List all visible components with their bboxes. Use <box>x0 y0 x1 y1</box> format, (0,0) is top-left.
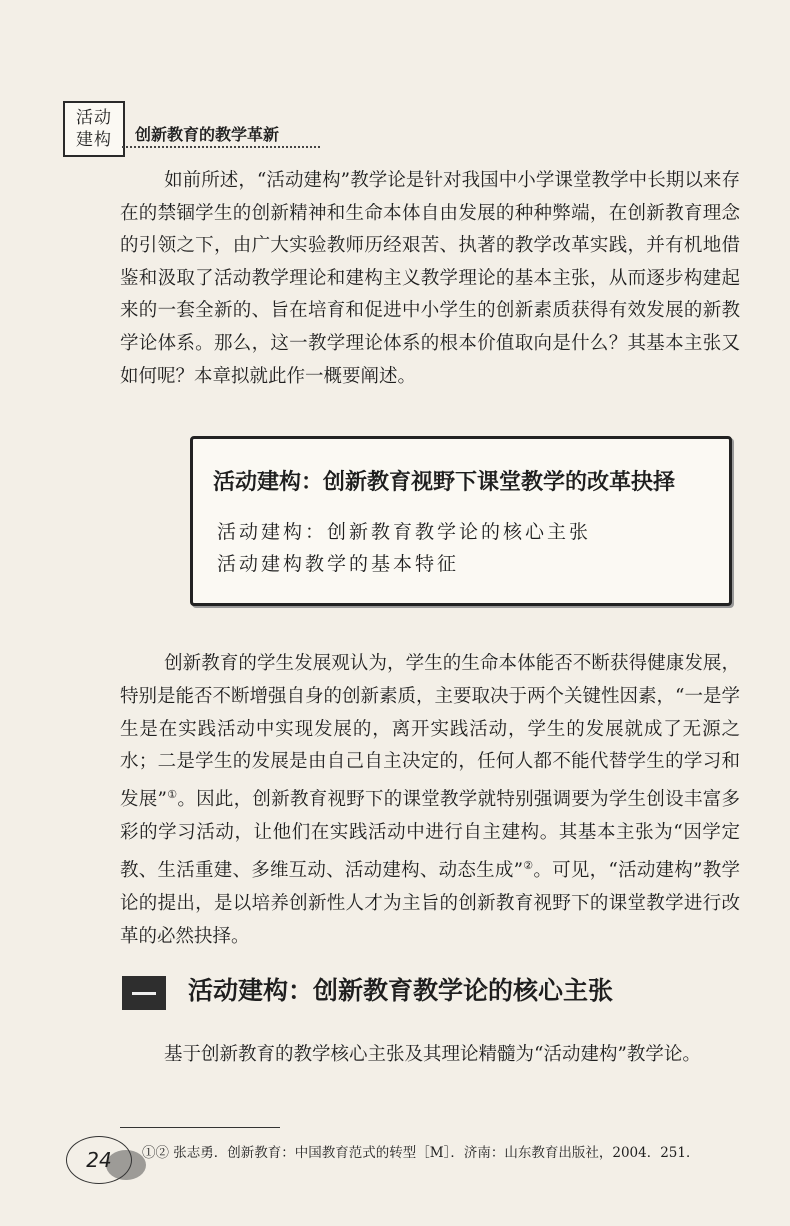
body-paragraph <box>120 648 740 953</box>
section-title: 活动建构：创新教育教学论的核心主张 <box>188 976 614 1005</box>
section-number-dash <box>132 992 156 995</box>
body-text-b: 。因此，创新教育视野下的课堂教学就特别强调要为学生创设丰富多彩的学习活动，让他们在实践活动中进行自主建构。其基本主张为“因学定教、生活重建、多维互动、活动建构、动态生成” <box>120 789 740 882</box>
running-title: 创新教育的教学革新 <box>135 125 280 144</box>
header-tag-line2: 建构 <box>76 130 112 150</box>
footnote-ref-1: ① <box>166 788 178 802</box>
overview-item-1: 活动建构：创新教育教学论的核心主张 <box>217 521 592 543</box>
header-tag <box>63 101 125 157</box>
intro-text: 如前所述，“活动建构”教学论是针对我国中小学课堂教学中长期以来存在的禁锢学生的创新精神和生命本体自由发展的种种弊端，在创新教育理念的引领之下，由广大实验教师历经艰苦、执著的教学改革实践，并有机地借鉴和汲取了活动教学理论和建构主义教学理论的基本主张，从而逐步构建起来的一套全新的、旨在培育和促进中小学生的创新素质获得有效发展的新教学论体系。那么，这一教学理论体系的根本价值取向是什么？其基本主张又如何呢？本章拟就此作一概要阐述。 <box>120 170 740 387</box>
body-text-a: 创新教育的学生发展观认为，学生的生命本体能否不断获得健康发展，特别是能否不断增强自身的创新素质，主要取决于两个关键性因素，“一是学生是在实践活动中实现发展的，离开实践活动，学生的发展就成了无源之水；二是学生的发展是由自己自主决定的，任何人都不能代替学生的学习和发展” <box>120 653 740 811</box>
section-paragraph-text: 基于创新教育的教学核心主张及其理论精髓为“活动建构”教学论。 <box>164 1044 701 1065</box>
section-number-badge <box>122 976 166 1010</box>
header-dotted-rule <box>122 146 320 148</box>
footnote-rule <box>120 1127 280 1128</box>
body-text-c: 。可见，“活动建构”教学论的提出，是以培养创新性人才为主旨的创新教育视野下的课堂教学进行改革的必然抉择。 <box>120 860 740 947</box>
header-tag-line1: 活动 <box>76 108 112 128</box>
page-number: 24 <box>66 1136 132 1184</box>
footnote-ref-2: ② <box>523 858 534 872</box>
footnote: ①② 张志勇．创新教育：中国教育范式的转型［M］．济南：山东教育出版社，2004．251． <box>142 1145 700 1161</box>
intro-paragraph <box>120 165 740 393</box>
overview-item-2: 活动建构教学的基本特征 <box>217 553 460 575</box>
section-paragraph <box>120 1039 740 1072</box>
chapter-overview-box <box>190 436 732 606</box>
overview-title: 活动建构：创新教育视野下课堂教学的改革抉择 <box>213 470 676 495</box>
